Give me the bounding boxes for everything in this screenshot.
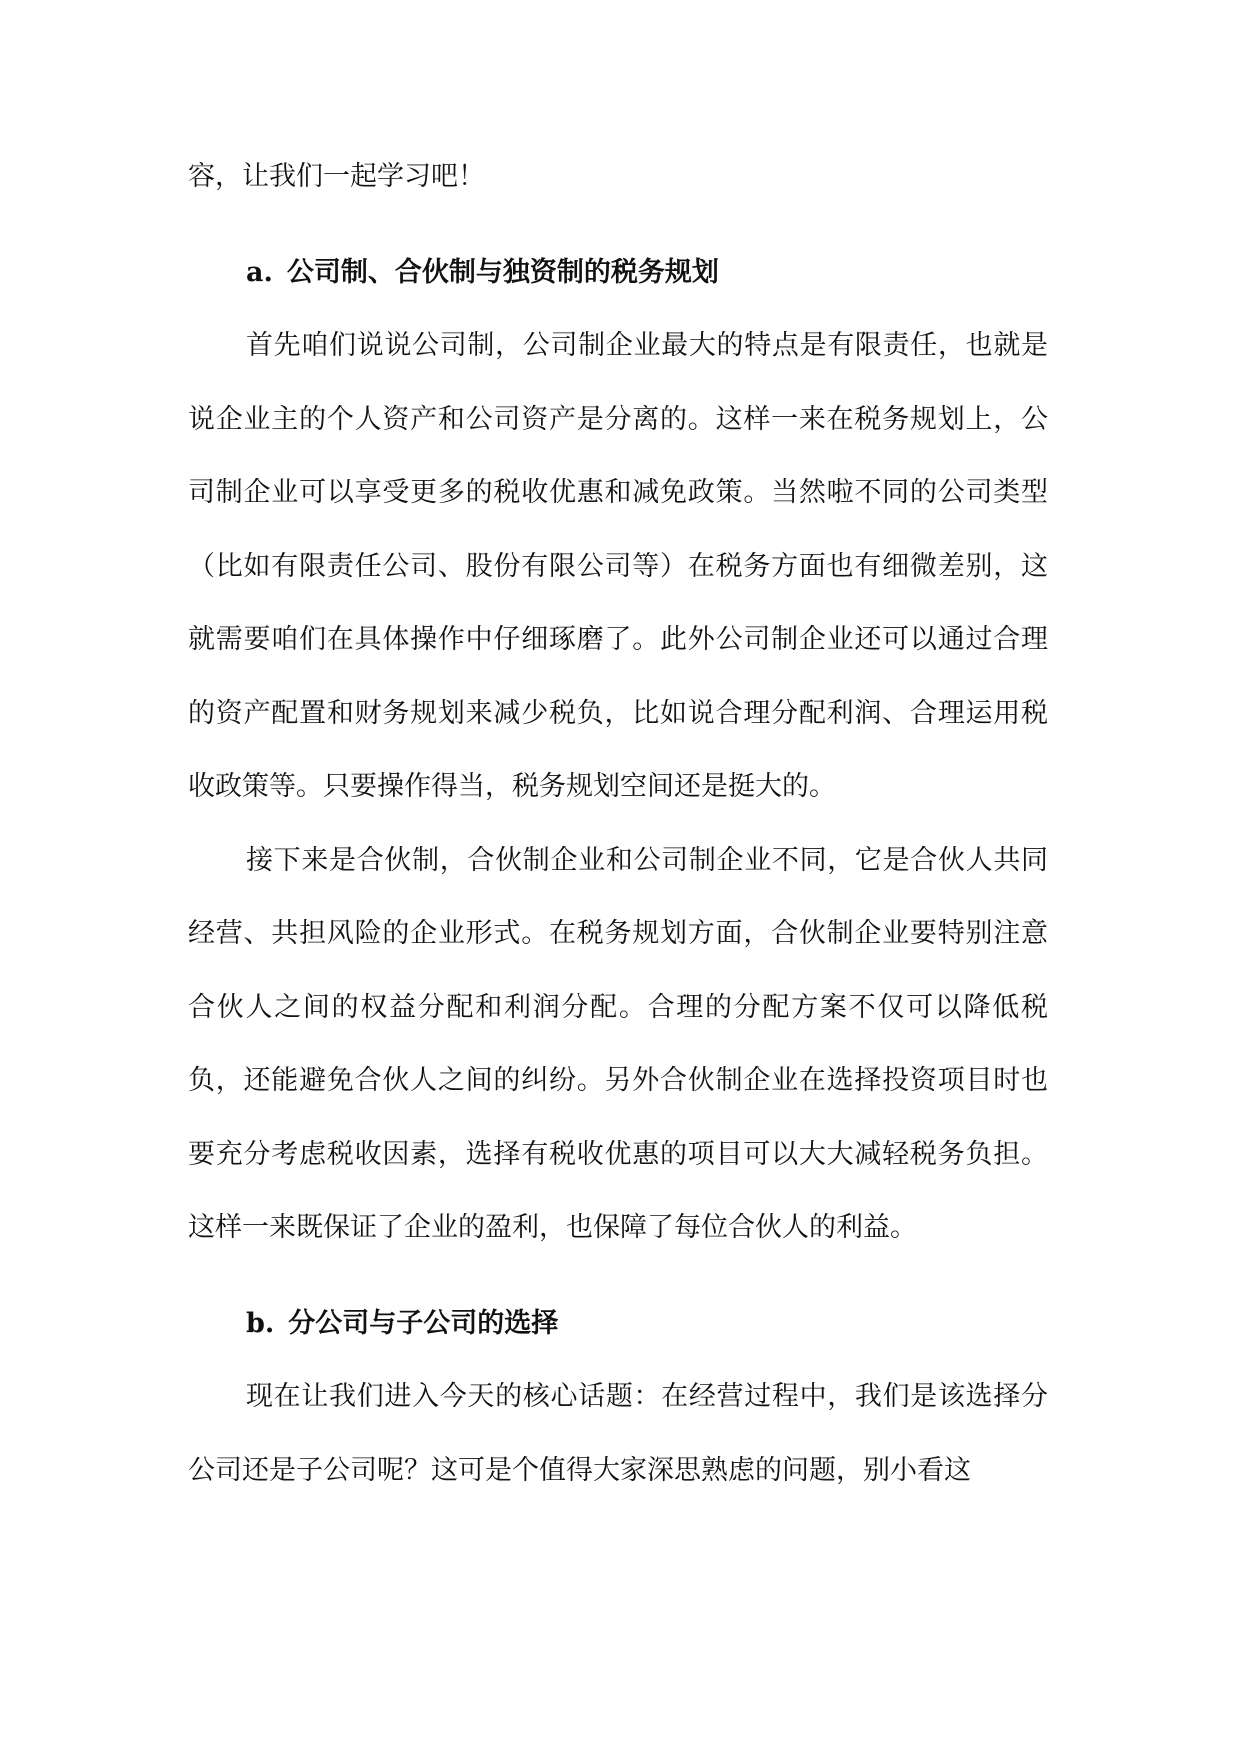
document-body bbox=[188, 140, 1048, 1507]
section-a-paragraph-1: 首先咱们说说公司制，公司制企业最大的特点是有限责任，也就是说企业主的个人资产和公司资产是分离的。这样一来在税务规划上，公司制企业可以享受更多的税收优惠和减免政策。当然啦不同的公司类型（比如有限责任公司、股份有限公司等）在税务方面也有细微差别，这就需要咱们在具体操作中仔细琢磨了。此外公司制企业还可以通过合理的资产配置和财务规划来减少税负，比如说合理分配利润、合理运用税收政策等。只要操作得当，税务规划空间还是挺大的。 bbox=[188, 330, 1048, 802]
section-a-paragraph-2: 接下来是合伙制，合伙制企业和公司制企业不同，它是合伙人共同经营、共担风险的企业形式。在税务规划方面，合伙制企业要特别注意合伙人之间的权益分配和利润分配。合理的分配方案不仅可以降低税负，还能避免合伙人之间的纠纷。另外合伙制企业在选择投资项目时也要充分考虑税收因素，选择有税收优惠的项目可以大大减轻税务负担。这样一来既保证了企业的盈利，也保障了每位合伙人的利益。 bbox=[188, 844, 1048, 1243]
section-b-heading bbox=[188, 1287, 1048, 1361]
section-b-title: 分公司与子公司的选择 bbox=[288, 1307, 559, 1339]
section-b-paragraph-1: 现在让我们进入今天的核心话题：在经营过程中，我们是该选择分公司还是子公司呢？这可是个值得大家深思熟虑的问题，别小看这 bbox=[188, 1381, 1048, 1486]
section-a-label: a. bbox=[246, 256, 273, 288]
section-a-heading bbox=[188, 236, 1048, 310]
section-a-title: 公司制、合伙制与独资制的税务规划 bbox=[286, 256, 719, 288]
continuation-text: 容，让我们一起学习吧！ bbox=[188, 161, 485, 192]
section-b-label: b. bbox=[246, 1307, 275, 1339]
